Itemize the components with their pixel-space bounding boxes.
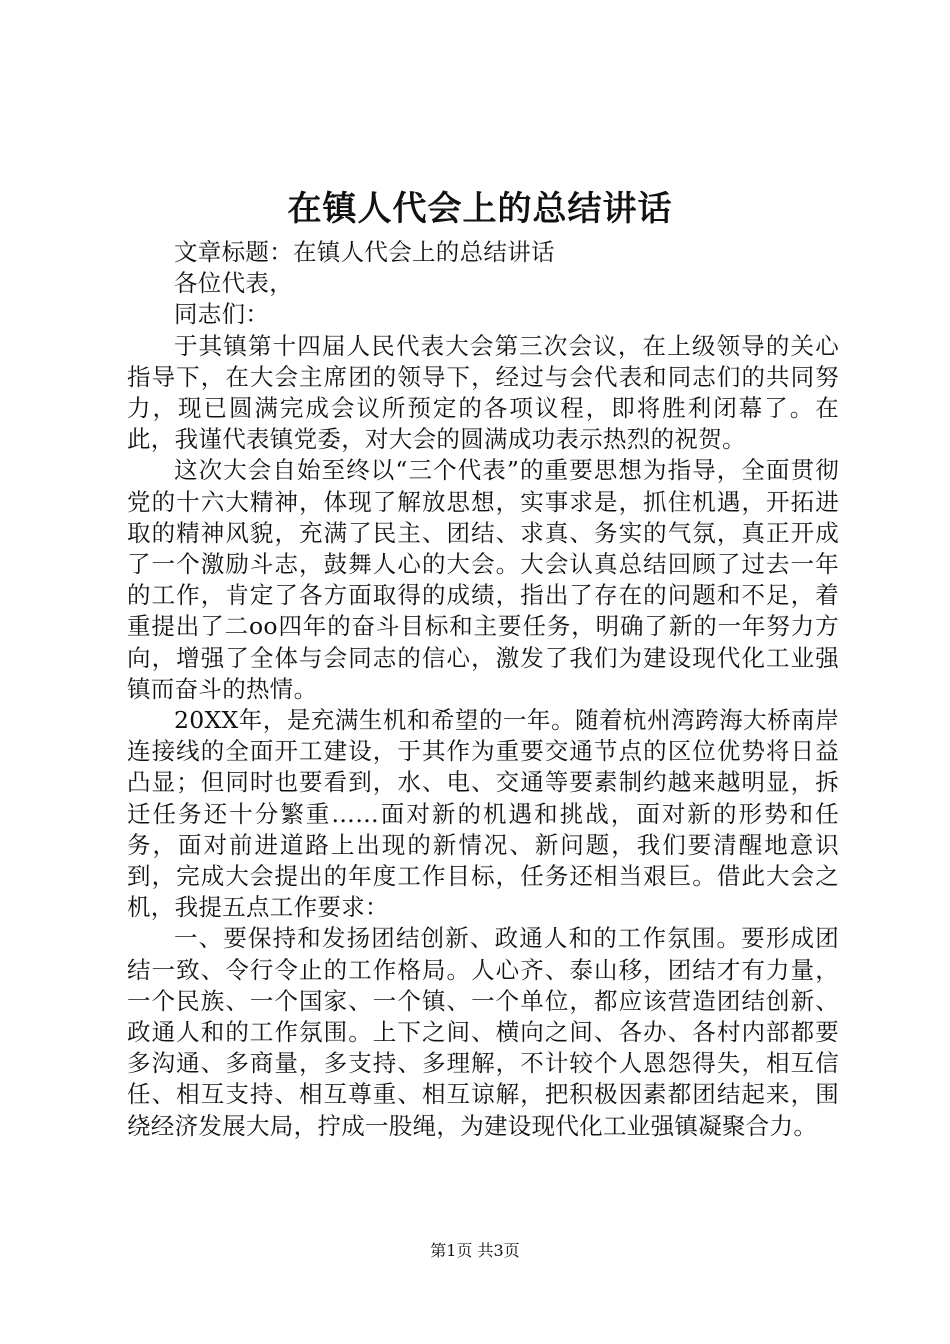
salutation-comrades: 同志们： <box>174 300 270 329</box>
document-title: 在镇人代会上的总结讲话 <box>287 189 673 229</box>
paragraph-requirement-one: 一、要保持和发扬团结创新、政通人和的工作氛围。要形成团结一致、令行令止的工作格局。人心齐、泰山移，团结才有力量，一个民族、一个国家、一个镇、一个单位，都应该营造团结创新、政通人和的工作氛围。上下之间、横向之间、各办、各村内部都要多沟通、多商量，多支持、多理解，不计较个人恩怨得失，相互信任、相互支持、相互尊重、相互谅解，把积极因素都团结起来，围绕经济发展大局，拧成一股绳，为建设现代化工业强镇凝聚合力。 <box>127 924 839 1140</box>
paragraph-year-outlook: 20XX年，是充满生机和希望的一年。随着杭州湾跨海大桥南岸连接线的全面开工建设，于其作为重要交通节点的区位优势将日益凸显；但同时也要看到，水、电、交通等要素制约越来越明显，拆迁任务还十分繁重……面对新的机遇和挑战，面对新的形势和任务，面对前进道路上出现的新情况、新问题，我们要清醒地意识到，完成大会提出的年度工作目标，任务还相当艰巨。借此大会之机，我提五点工作要求： <box>127 706 839 922</box>
paragraph-opening: 于其镇第十四届人民代表大会第三次会议，在上级领导的关心指导下，在大会主席团的领导下，经过与会代表和同志们的共同努力，现已圆满完成会议所预定的各项议程，即将胜利闭幕了。在此，我谨代表镇党委，对大会的圆满成功表示热烈的祝贺。 <box>127 331 839 454</box>
paragraph-meeting-summary: 这次大会自始至终以“三个代表”的重要思想为指导，全面贯彻党的十六大精神，体现了解放思想，实事求是，抓住机遇，开拓进取的精神风貌，充满了民主、团结、求真、务实的气氛，真正开成了一个激励斗志，鼓舞人心的大会。大会认真总结回顾了过去一年的工作，肯定了各方面取得的成绩，指出了存在的问题和不足，着重提出了二oo四年的奋斗目标和主要任务，明确了新的一年努力方向，增强了全体与会同志的信心，激发了我们为建设现代化工业强镇而奋斗的热情。 <box>127 456 839 703</box>
page-number: 第1页 共3页 <box>430 1241 520 1260</box>
salutation-delegates: 各位代表， <box>174 269 293 298</box>
document-body <box>127 237 839 1142</box>
article-title-line: 文章标题：在镇人代会上的总结讲话 <box>174 238 555 266</box>
